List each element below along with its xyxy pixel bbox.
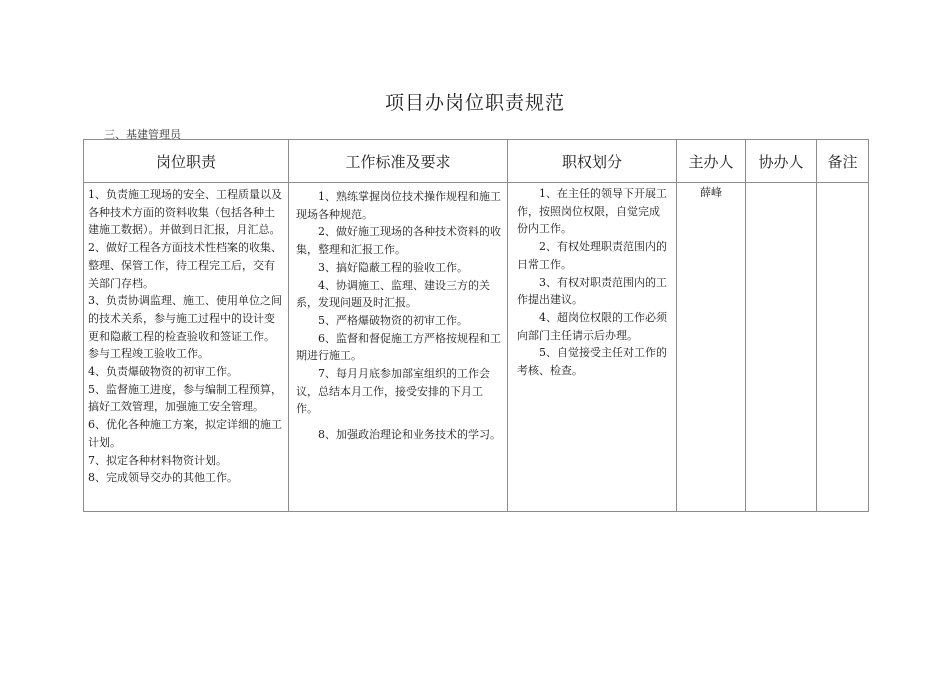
standard-item: 2、做好施工现场的各种技术资料的收集，整理和汇报工作。: [296, 225, 501, 257]
authority-item: 3、有权对职责范围内的工作提出建议。: [517, 275, 667, 307]
table-row: [84, 183, 869, 512]
standards-cell: [289, 183, 508, 512]
authority-item: 1、在主任的领导下开展工作，按照岗位权限，自觉完成份内工作。: [517, 187, 667, 236]
header-duties: 岗位职责: [84, 140, 289, 183]
duty-item: 2、做好工程各方面技术性档案的收集、整理、保管工作，待工程完工后，交有关部门存档。: [88, 241, 282, 290]
duty-item: 5、监督施工进度，参与编制工程预算，搞好工效管理，加强施工安全管理。: [88, 382, 282, 414]
main-handler-name: 薛峰: [700, 186, 722, 199]
duty-table: [83, 139, 869, 512]
main-handler-cell: [677, 183, 746, 512]
duty-item: 7、拟定各种材料物资计划。: [88, 453, 227, 467]
duties-cell: [84, 183, 289, 512]
header-authority: 职权划分: [508, 140, 677, 183]
standard-item: 3、搞好隐蔽工程的验收工作。: [318, 260, 468, 274]
standard-item: 4、协调施工、监理、建设三方的关系，发现问题及时汇报。: [296, 278, 490, 310]
authority-item: 5、自觉接受主任对工作的考核、检查。: [517, 346, 667, 378]
standard-item: 6、监督和督促施工方严格按规程和工期进行施工。: [296, 331, 501, 363]
header-remarks: 备注: [817, 140, 869, 183]
authority-item: 4、超岗位权限的工作必须向部门主任请示后办理。: [517, 310, 667, 342]
authority-item: 2、有权处理职责范围内的日常工作。: [517, 240, 667, 271]
duty-item: 1、负责施工现场的安全、工程质量以及各种技术方面的资料收集（包括各种土建施工数据）。并做到日汇报，月汇总。: [88, 188, 282, 237]
standard-item: 5、严格爆破物资的初审工作。: [318, 313, 468, 327]
co-handler-cell: [746, 183, 817, 512]
standard-item: 8、加强政治理论和业务技术的学习。: [318, 428, 501, 442]
duty-item: 3、负责协调监理、施工、使用单位之间的技术关系，参与施工过程中的设计变更和隐蔽工程的检查验收和签证工作。参与工程竣工验收工作。: [88, 294, 282, 361]
standard-item: 1、熟练掌握岗位技术操作规程和施工现场各种规范。: [296, 190, 501, 221]
header-standards: 工作标准及要求: [289, 140, 508, 183]
header-co-handler: 协办人: [746, 140, 817, 183]
authority-cell: [508, 183, 677, 512]
duty-item: 4、负责爆破物资的初审工作。: [88, 365, 238, 379]
duty-item: 6、优化各种施工方案，拟定详细的施工计划。: [88, 418, 282, 449]
duty-item: 8、完成领导交办的其他工作。: [88, 471, 238, 485]
section-label: 三、基建管理员: [104, 128, 181, 141]
table-header-row: [84, 140, 869, 183]
document-title: 项目办岗位职责规范: [384, 92, 565, 114]
header-main-handler: 主办人: [677, 140, 746, 183]
remarks-cell: [817, 183, 869, 512]
standard-item: 7、每月月底参加部室组织的工作会议，总结本月工作，接受安排的下月工作。: [296, 367, 490, 416]
